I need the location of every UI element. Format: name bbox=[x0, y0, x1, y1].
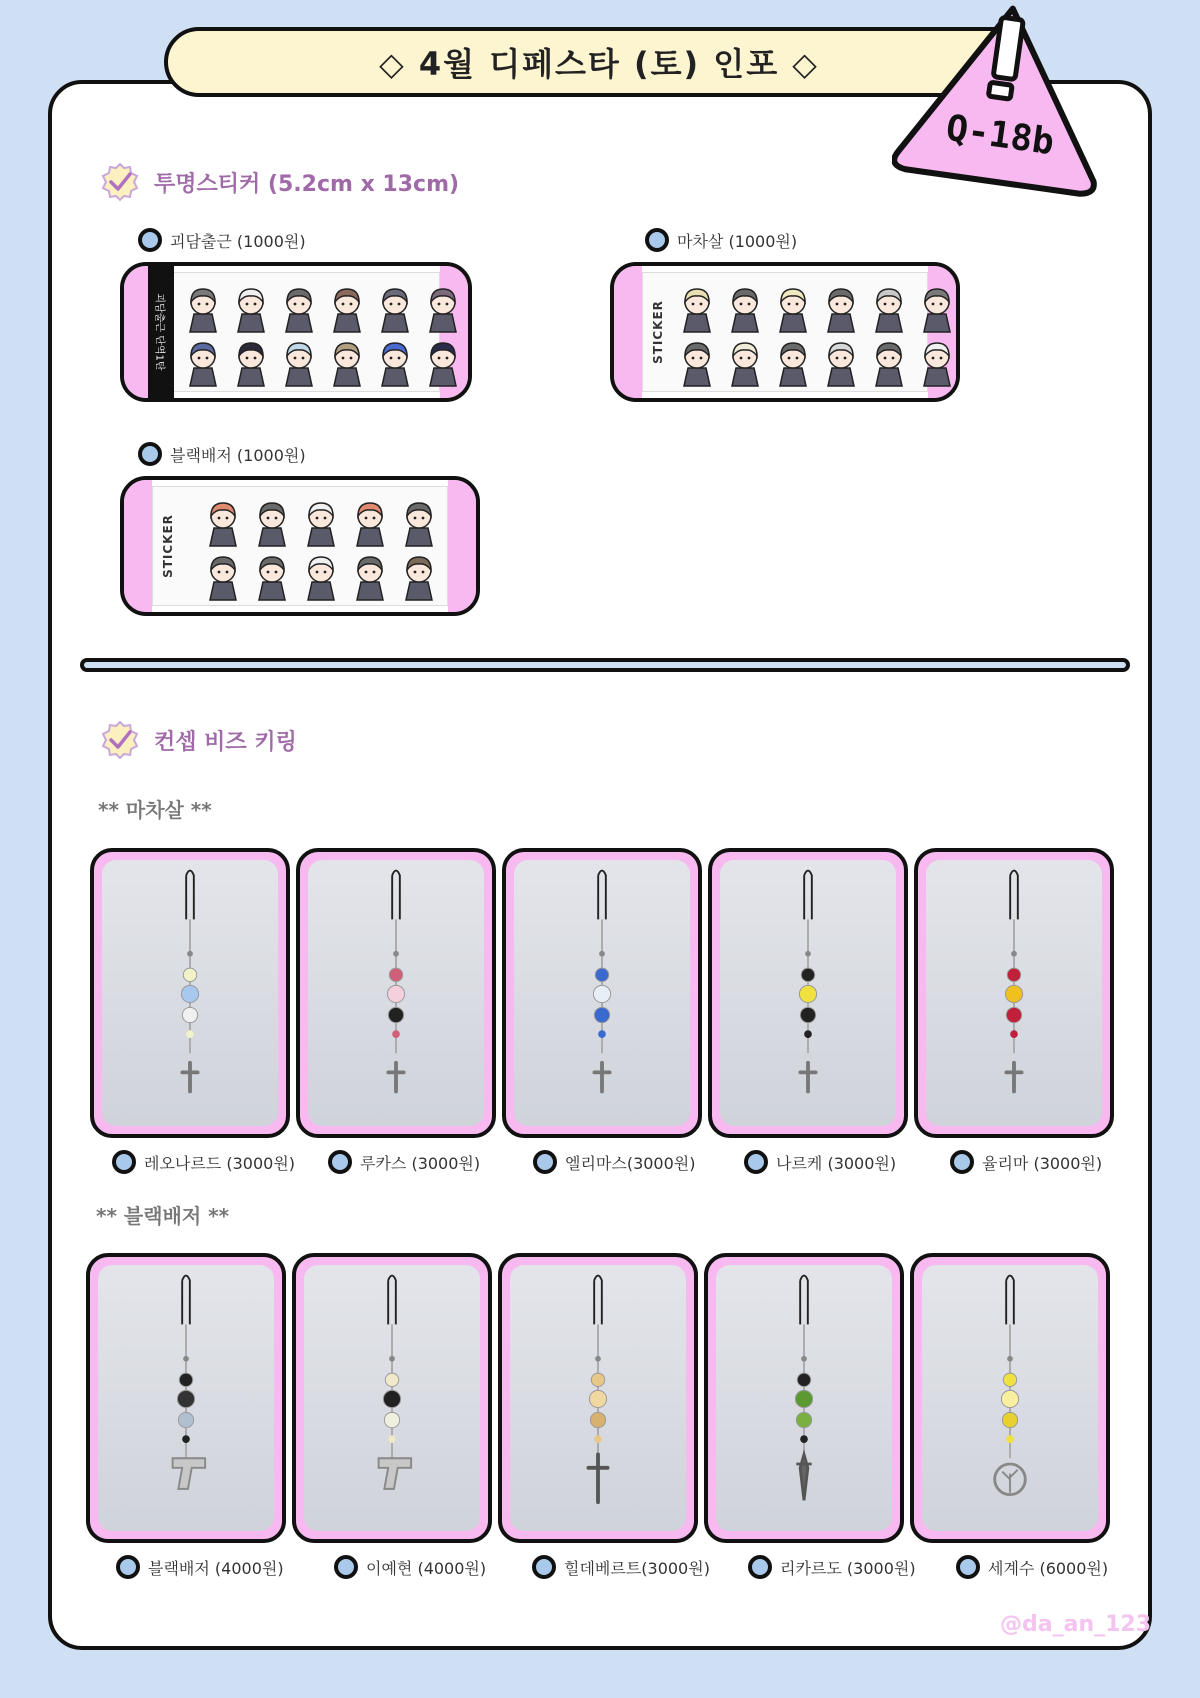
bullet-icon bbox=[328, 1150, 352, 1174]
sticker-sheet bbox=[120, 262, 472, 402]
booth-code: Q-18b bbox=[943, 107, 1057, 164]
chibi-character-icon bbox=[234, 340, 268, 388]
keyring-item-label: 블랙배저 (4000원) bbox=[116, 1555, 284, 1579]
keyring-item-label: 나르케 (3000원) bbox=[744, 1150, 896, 1174]
group-heading: ** 마차살 ** bbox=[98, 798, 212, 822]
sticker-item-label: 마차살 (1000원) bbox=[645, 228, 797, 252]
bullet-icon bbox=[950, 1150, 974, 1174]
keyring-item-label: 율리마 (3000원) bbox=[950, 1150, 1102, 1174]
keyring-item-label: 세계수 (6000원) bbox=[956, 1555, 1108, 1579]
keyring-item-label: 레오나르드 (3000원) bbox=[112, 1150, 295, 1174]
chibi-character-icon bbox=[206, 500, 240, 548]
chibi-character-icon bbox=[330, 340, 364, 388]
chibi-character-icon bbox=[776, 340, 810, 388]
chibi-character-icon bbox=[353, 500, 387, 548]
sticker-side-text: STICKER bbox=[161, 514, 175, 578]
keyring-bead-icon bbox=[102, 860, 278, 1126]
sticker-section-heading: 투명스티커 (5.2cm x 13cm) bbox=[154, 171, 460, 197]
keyring-bead-icon bbox=[308, 860, 484, 1126]
chibi-character-icon bbox=[255, 554, 289, 602]
bullet-icon bbox=[744, 1150, 768, 1174]
keyring-bead-icon bbox=[716, 1265, 892, 1531]
bullet-icon bbox=[748, 1555, 772, 1579]
watermark: @da_an_123 bbox=[1000, 1612, 1152, 1637]
keyring-photo bbox=[86, 1253, 286, 1543]
chibi-character-icon bbox=[186, 340, 220, 388]
group-heading: ** 블랙배저 ** bbox=[96, 1204, 230, 1228]
keyring-bead-icon bbox=[922, 1265, 1098, 1531]
keyring-photo bbox=[704, 1253, 904, 1543]
chibi-character-icon bbox=[330, 286, 364, 334]
chibi-character-icon bbox=[402, 500, 436, 548]
bullet-icon bbox=[956, 1555, 980, 1579]
chibi-character-icon bbox=[282, 286, 316, 334]
bullet-icon bbox=[116, 1555, 140, 1579]
keyring-photo bbox=[292, 1253, 492, 1543]
check-badge-icon bbox=[100, 162, 140, 202]
chibi-character-icon bbox=[426, 340, 460, 388]
character-grid bbox=[206, 500, 436, 602]
warning-badge-icon bbox=[892, 0, 1112, 200]
chibi-character-icon bbox=[728, 340, 762, 388]
keyring-bead-icon bbox=[926, 860, 1102, 1126]
sticker-side-text: STICKER bbox=[651, 300, 665, 364]
chibi-character-icon bbox=[282, 340, 316, 388]
chibi-character-icon bbox=[426, 286, 460, 334]
bullet-icon bbox=[645, 228, 669, 252]
chibi-character-icon bbox=[728, 286, 762, 334]
check-badge-icon bbox=[100, 720, 140, 760]
sticker-sheet bbox=[610, 262, 960, 402]
bullet-icon bbox=[532, 1555, 556, 1579]
keyring-item-label: 이예현 (4000원) bbox=[334, 1555, 486, 1579]
chibi-character-icon bbox=[872, 286, 906, 334]
bullet-icon bbox=[334, 1555, 358, 1579]
sticker-side-band: 괴담출근 단역1탄 bbox=[148, 266, 174, 398]
chibi-character-icon bbox=[872, 340, 906, 388]
chibi-character-icon bbox=[824, 340, 858, 388]
chibi-character-icon bbox=[776, 286, 810, 334]
keyring-photo bbox=[498, 1253, 698, 1543]
character-grid bbox=[680, 286, 954, 388]
sticker-item-label: 괴담출근 (1000원) bbox=[138, 228, 306, 252]
keyring-photo bbox=[296, 848, 496, 1138]
chibi-character-icon bbox=[255, 500, 289, 548]
keyring-bead-icon bbox=[510, 1265, 686, 1531]
chibi-character-icon bbox=[353, 554, 387, 602]
keyring-item-label: 엘리마스(3000원) bbox=[533, 1150, 695, 1174]
keyring-photo bbox=[914, 848, 1114, 1138]
sticker-section-title bbox=[100, 162, 459, 202]
sticker-sheet bbox=[120, 476, 480, 616]
keyring-section-title bbox=[100, 720, 297, 760]
bullet-icon bbox=[112, 1150, 136, 1174]
bullet-icon bbox=[533, 1150, 557, 1174]
chibi-character-icon bbox=[304, 554, 338, 602]
keyring-photo bbox=[910, 1253, 1110, 1543]
bullet-icon bbox=[138, 442, 162, 466]
chibi-character-icon bbox=[304, 500, 338, 548]
sticker-item-label: 블랙배저 (1000원) bbox=[138, 442, 306, 466]
keyring-item-label: 루카스 (3000원) bbox=[328, 1150, 480, 1174]
keyring-bead-icon bbox=[98, 1265, 274, 1531]
chibi-character-icon bbox=[186, 286, 220, 334]
section-divider bbox=[80, 658, 1130, 672]
chibi-character-icon bbox=[206, 554, 240, 602]
chibi-character-icon bbox=[234, 286, 268, 334]
keyring-photo bbox=[90, 848, 290, 1138]
chibi-character-icon bbox=[680, 286, 714, 334]
keyring-photo bbox=[502, 848, 702, 1138]
keyring-photo bbox=[708, 848, 908, 1138]
keyring-bead-icon bbox=[514, 860, 690, 1126]
chibi-character-icon bbox=[402, 554, 436, 602]
character-grid bbox=[186, 286, 460, 388]
chibi-character-icon bbox=[680, 340, 714, 388]
chibi-character-icon bbox=[920, 340, 954, 388]
keyring-item-label: 리카르도 (3000원) bbox=[748, 1555, 916, 1579]
keyring-bead-icon bbox=[304, 1265, 480, 1531]
chibi-character-icon bbox=[378, 286, 412, 334]
chibi-character-icon bbox=[824, 286, 858, 334]
chibi-character-icon bbox=[920, 286, 954, 334]
bullet-icon bbox=[138, 228, 162, 252]
chibi-character-icon bbox=[378, 340, 412, 388]
keyring-section-heading: 컨셉 비즈 키링 bbox=[154, 729, 297, 755]
keyring-item-label: 힐데베르트(3000원) bbox=[532, 1555, 710, 1579]
keyring-bead-icon bbox=[720, 860, 896, 1126]
page-title: ◇ 4월 디페스타 (토) 인포 ◇ bbox=[164, 27, 1034, 97]
